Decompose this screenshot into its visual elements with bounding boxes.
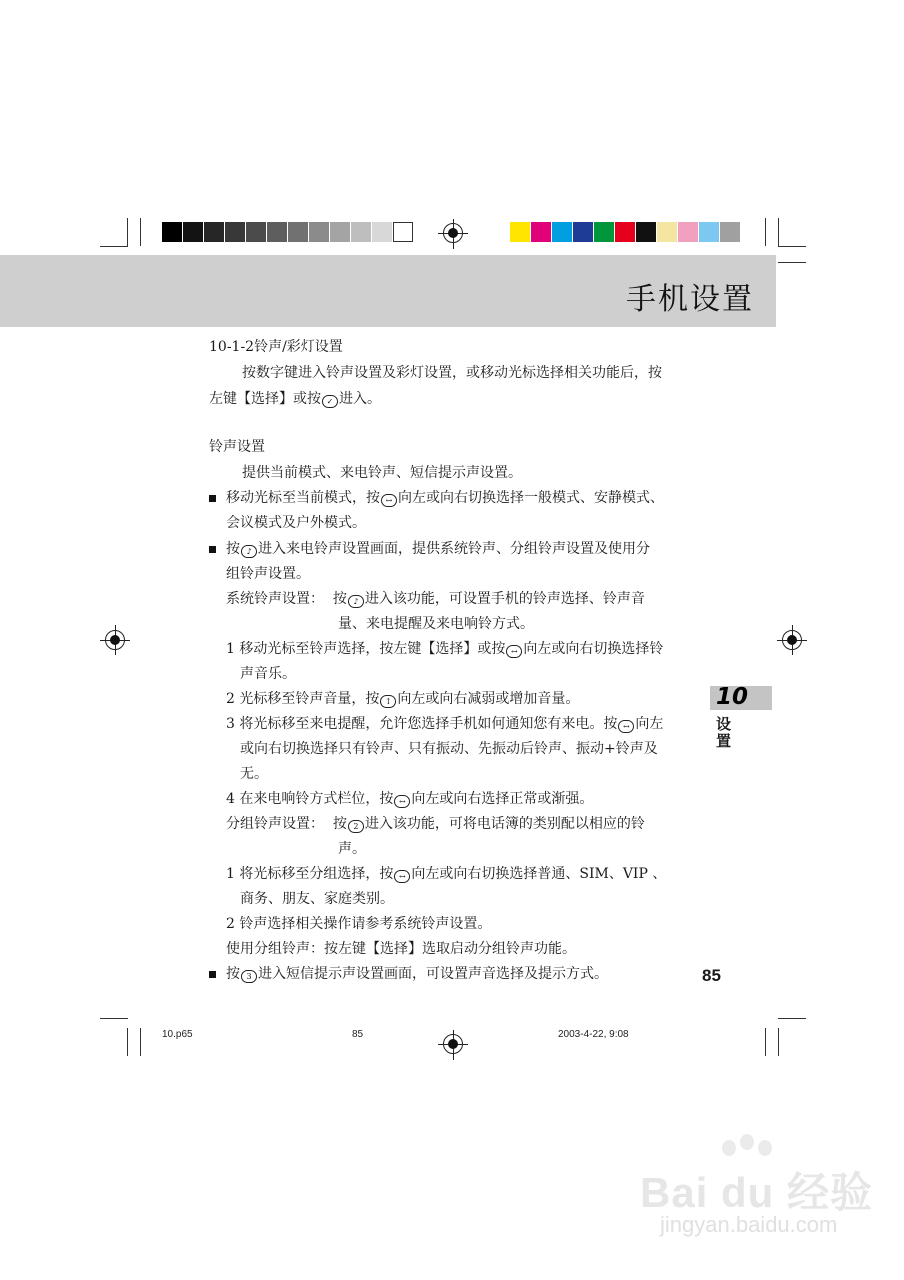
- page-title: 手机设置: [626, 282, 754, 317]
- footer-date: 2003-4-22, 9:08: [558, 1029, 629, 1040]
- color-swatch: [309, 222, 329, 242]
- registration-target-icon: [105, 630, 125, 650]
- nav-key-icon: ↕: [380, 695, 396, 708]
- color-swatch: [393, 222, 413, 242]
- color-swatch: [225, 222, 245, 242]
- crop-mark: [765, 1028, 766, 1056]
- bullet-square-icon: [209, 495, 216, 502]
- crop-mark: [140, 1028, 141, 1056]
- footer-page: 85: [352, 1029, 364, 1040]
- bullet-continuation: 组铃声设置。: [226, 566, 310, 582]
- sub-item: 分组铃声设置： 按 2 进入该功能，可将电话簿的类别配以相应的铃: [226, 816, 645, 832]
- bullet-square-icon: [209, 971, 216, 978]
- numbered-item: 4 在来电响铃方式栏位，按 ↔ 向左或向右选择正常或渐强。: [226, 791, 594, 807]
- numbered-item: 2 铃声选择相关操作请参考系统铃声设置。: [226, 916, 492, 932]
- nav-key-icon: ↔: [381, 494, 397, 507]
- sub-item-continuation: 声。: [338, 841, 366, 857]
- color-swatch: [573, 222, 593, 242]
- numbered-item: 1 移动光标至铃声选择，按左键【选择】或按 ↔ 向左或向右切换选择铃: [226, 641, 664, 657]
- numbered-item-continuation: 无。: [240, 766, 268, 782]
- nav-key-icon: ↔: [394, 870, 410, 883]
- watermark-url: jingyan.baidu.com: [660, 1212, 838, 1237]
- color-swatch: [699, 222, 719, 242]
- number-key-icon: 2: [348, 820, 364, 833]
- color-swatch: [636, 222, 656, 242]
- number-key-icon: 3: [241, 970, 257, 983]
- color-swatch: [720, 222, 740, 242]
- crop-mark: [100, 246, 128, 247]
- crop-mark: [140, 218, 141, 246]
- chapter-label: 设置: [716, 715, 732, 750]
- color-swatch: [510, 222, 530, 242]
- footer-filename: 10.p65: [162, 1029, 193, 1040]
- crop-mark: [778, 246, 806, 247]
- color-swatch: [330, 222, 350, 242]
- nav-key-icon: ↔: [506, 645, 522, 658]
- subsection-heading: 铃声设置: [209, 439, 265, 455]
- crop-mark: [778, 218, 779, 246]
- paragraph-line: 按数字键进入铃声设置及彩灯设置，或移动光标选择相关功能后，按: [242, 365, 662, 381]
- color-swatch: [162, 222, 182, 242]
- registration-target-icon: [443, 223, 463, 243]
- registration-target-icon: [443, 1034, 463, 1054]
- color-swatch: [678, 222, 698, 242]
- bullet-item: 按 ♪ 进入来电铃声设置画面，提供系统铃声、分组铃声设置及使用分: [209, 536, 650, 562]
- sub-item: 系统铃声设置： 按 ♪ 进入该功能，可设置手机的铃声选择、铃声音: [226, 591, 645, 607]
- bullet-item: 移动光标至当前模式，按 ↔ 向左或向右切换选择一般模式、安静模式、: [209, 485, 664, 511]
- sub-item: 使用分组铃声：按左键【选择】选取启动分组铃声功能。: [226, 941, 576, 957]
- registration-target-icon: [782, 630, 802, 650]
- color-swatch: [657, 222, 677, 242]
- numbered-item-continuation: 商务、朋友、家庭类别。: [240, 891, 394, 907]
- paw-icon: [722, 1140, 736, 1156]
- crop-mark: [100, 1018, 128, 1019]
- color-swatch: [351, 222, 371, 242]
- crop-mark: [778, 262, 806, 263]
- bullet-item: 按 3 进入短信提示声设置画面，可设置声音选择及提示方式。: [209, 961, 608, 987]
- nav-key-icon: ↔: [618, 720, 634, 733]
- crop-mark: [778, 1028, 779, 1056]
- nav-key-icon: ↔: [394, 795, 410, 808]
- ring-key-icon: ♪: [241, 545, 257, 558]
- bullet-continuation: 会议模式及户外模式。: [226, 515, 366, 531]
- watermark-brand: Bai du 经验: [640, 1169, 874, 1216]
- section-heading: 10-1-2铃声/彩灯设置: [209, 339, 343, 355]
- numbered-item: 2 光标移至铃声音量，按 ↕ 向左或向右减弱或增加音量。: [226, 691, 580, 707]
- color-swatch: [594, 222, 614, 242]
- page-number: 85: [702, 966, 721, 985]
- crop-mark: [127, 1028, 128, 1056]
- numbered-item: 3 将光标移至来电提醒，允许您选择手机如何通知您有来电。按 ↔ 向左: [226, 716, 664, 732]
- crop-mark: [127, 218, 128, 246]
- paragraph-line: 左键【选择】或按 ✓ 进入。: [209, 391, 381, 407]
- numbered-item-continuation: 或向右切换选择只有铃声、只有振动、先振动后铃声、振动+铃声及: [240, 741, 658, 757]
- color-swatch: [552, 222, 572, 242]
- chapter-number: 10: [716, 684, 749, 710]
- color-swatch: [246, 222, 266, 242]
- crop-mark: [765, 218, 766, 246]
- color-swatch: [615, 222, 635, 242]
- color-swatch: [183, 222, 203, 242]
- color-swatch: [288, 222, 308, 242]
- bullet-square-icon: [209, 546, 216, 553]
- numbered-item-continuation: 声音乐。: [240, 666, 296, 682]
- color-swatch: [267, 222, 287, 242]
- ring-key-icon: ♪: [348, 595, 364, 608]
- color-swatch: [531, 222, 551, 242]
- sub-item-continuation: 量、来电提醒及来电响铃方式。: [338, 616, 534, 632]
- color-swatch: [204, 222, 224, 242]
- color-swatch: [372, 222, 392, 242]
- ok-key-icon: ✓: [322, 395, 338, 408]
- paragraph-line: 提供当前模式、来电铃声、短信提示声设置。: [242, 465, 522, 481]
- crop-mark: [778, 1018, 806, 1019]
- numbered-item: 1 将光标移至分组选择，按 ↔ 向左或向右切换选择普通、SIM、VIP 、: [226, 866, 667, 882]
